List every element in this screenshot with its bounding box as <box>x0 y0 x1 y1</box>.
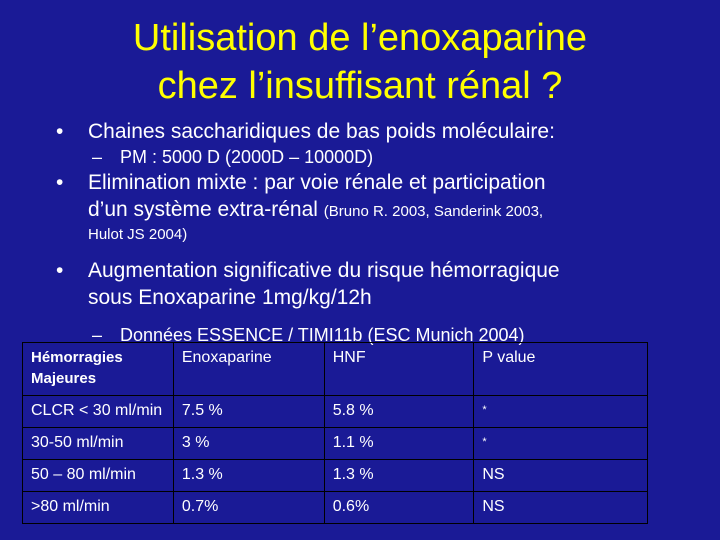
bullet-3-line-2: sous Enoxaparine 1mg/kg/12h <box>88 286 372 309</box>
table-cell: CLCR < 30 ml/min <box>23 396 174 428</box>
citation-inline: (Bruno R. 2003, Sanderink 2003, <box>323 203 544 220</box>
table-cell: 50 – 80 ml/min <box>23 460 174 492</box>
table-cell: 7.5 % <box>173 396 324 428</box>
table-cell: 0.6% <box>324 492 474 524</box>
table-row <box>23 460 648 492</box>
sub-bullet-1 <box>56 145 706 169</box>
table-cell: NS <box>474 460 648 492</box>
table-cell: >80 ml/min <box>23 492 174 524</box>
table-cell: * <box>474 396 648 428</box>
bullet-dot: • <box>56 171 64 194</box>
sub-bullet-dash: – <box>92 147 103 167</box>
bullet-list <box>56 118 706 347</box>
table-cell: 1.1 % <box>324 428 474 460</box>
sub-bullet-3-text: Données ESSENCE / TIMI11b (ESC Munich 2004) <box>120 325 525 345</box>
slide-title <box>0 14 720 110</box>
table-cell: 0.7% <box>173 492 324 524</box>
bullet-dot: • <box>56 259 64 282</box>
table-header-row <box>23 343 648 396</box>
bullet-2-line-2 <box>88 196 706 225</box>
header-cell: Hémorragies Majeures <box>23 343 174 396</box>
table-row <box>23 428 648 460</box>
citation-continued: Hulot JS 2004) <box>88 226 188 243</box>
title-line-2: chez l’insuffisant rénal ? <box>157 65 563 107</box>
table-cell: 30-50 ml/min <box>23 428 174 460</box>
bullet-1 <box>56 118 706 145</box>
bullet-1-text: Chaines saccharidiques de bas poids moléculaire: <box>88 120 555 143</box>
bullet-3-line-1: Augmentation significative du risque hémorragique <box>88 259 560 282</box>
sub-bullet-dash: – <box>92 325 103 345</box>
hemorrhage-table <box>22 342 648 524</box>
table-cell: 1.3 % <box>173 460 324 492</box>
sub-bullet-1-text: PM : 5000 D (2000D – 10000D) <box>120 147 374 167</box>
title-line-1: Utilisation de l’enoxaparine <box>132 17 588 59</box>
bullet-2-text: d’un système extra-rénal <box>88 198 318 221</box>
bullet-dot: • <box>56 120 64 143</box>
table-cell: 3 % <box>173 428 324 460</box>
table-cell: * <box>474 428 648 460</box>
table-cell: NS <box>474 492 648 524</box>
table-cell: 1.3 % <box>324 460 474 492</box>
header-cell: HNF <box>324 343 474 396</box>
table-cell: 5.8 % <box>324 396 474 428</box>
bullet-2 <box>56 169 706 245</box>
header-cell: P value <box>474 343 648 396</box>
table-row <box>23 492 648 524</box>
table-row <box>23 396 648 428</box>
bullet-3 <box>56 257 706 311</box>
header-cell: Enoxaparine <box>173 343 324 396</box>
bullet-2-line-1: Elimination mixte : par voie rénale et participation <box>88 171 546 194</box>
